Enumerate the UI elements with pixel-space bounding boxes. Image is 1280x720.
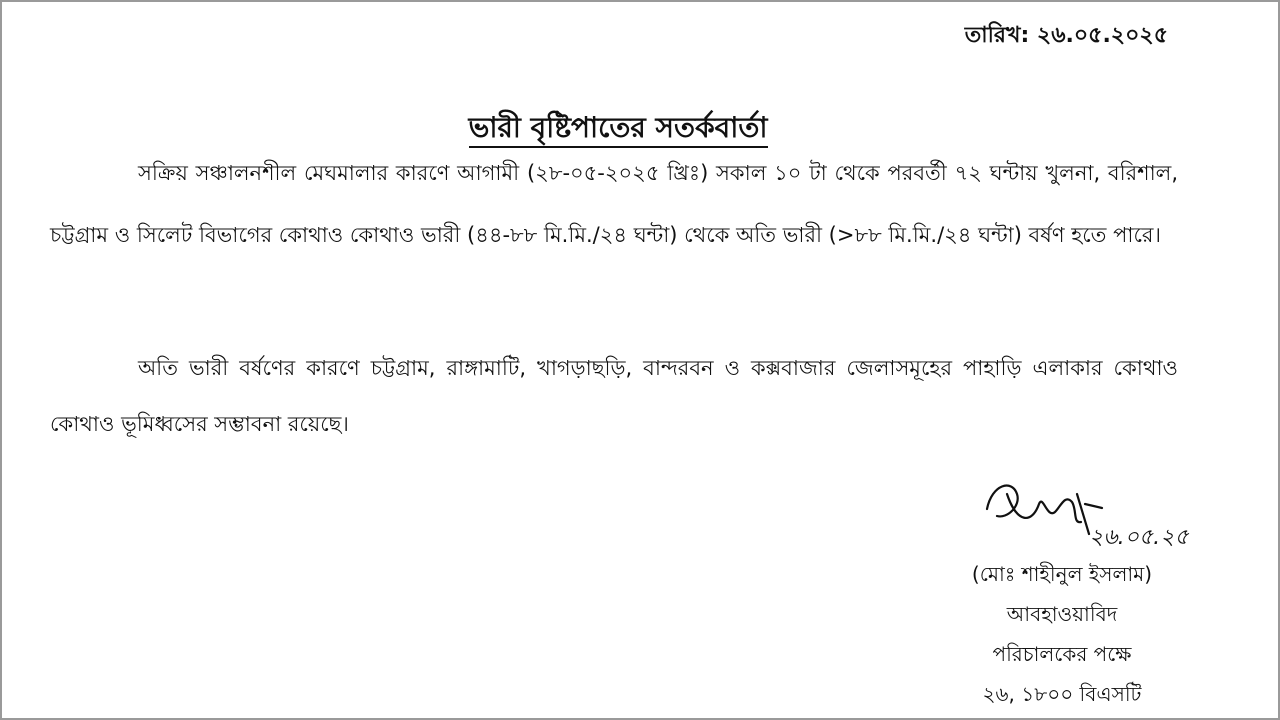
signature-date: ২৬.০৫.২৫ bbox=[1089, 525, 1189, 550]
signatory-block bbox=[862, 554, 1262, 714]
notice-title: ভারী বৃষ্টিপাতের সতর্কবার্তা bbox=[469, 111, 768, 148]
notice-paragraph-1: সক্রিয় সঞ্চালনশীল মেঘমালার কারণে আগামী (২৮-০৫-২০২৫ খ্রিঃ) সকাল ১০ টা থেকে পরবর্তী ৭২ ঘন্টায় খুলনা, বরিশাল, চট্টগ্রাম ও সিলেট বিভাগের কোথাও কোথাও ভারী (৪৪-৮৮ মি.মি./২৪ ঘন্টা) থেকে অতি ভারী (>৮৮ মি.মি./২৪ ঘন্টা) বর্ষণ হতে পারে। bbox=[50, 161, 1178, 247]
issue-time: ২৬, ১৮০০ বিএসটি bbox=[982, 682, 1142, 706]
signatory-on-behalf: পরিচালকের পক্ষে bbox=[992, 642, 1132, 666]
date-line: তারিখ: ২৬.০৫.২০২৫ bbox=[964, 23, 1168, 48]
signatory-designation: আবহাওয়াবিদ bbox=[1006, 602, 1118, 626]
notice-paragraph-2: অতি ভারী বর্ষণের কারণে চট্টগ্রাম, রাঙ্গামাটি, খাগড়াছড়ি, বান্দরবন ও কক্সবাজার জেলাসমূহের পাহাড়ি এলাকার কোথাও কোথাও ভূমিধ্বসের সম্ভাবনা রয়েছে। bbox=[50, 356, 1178, 436]
signatory-name: (মোঃ শাহীনুল ইসলাম) bbox=[971, 562, 1153, 586]
handwritten-signature bbox=[977, 464, 1217, 554]
